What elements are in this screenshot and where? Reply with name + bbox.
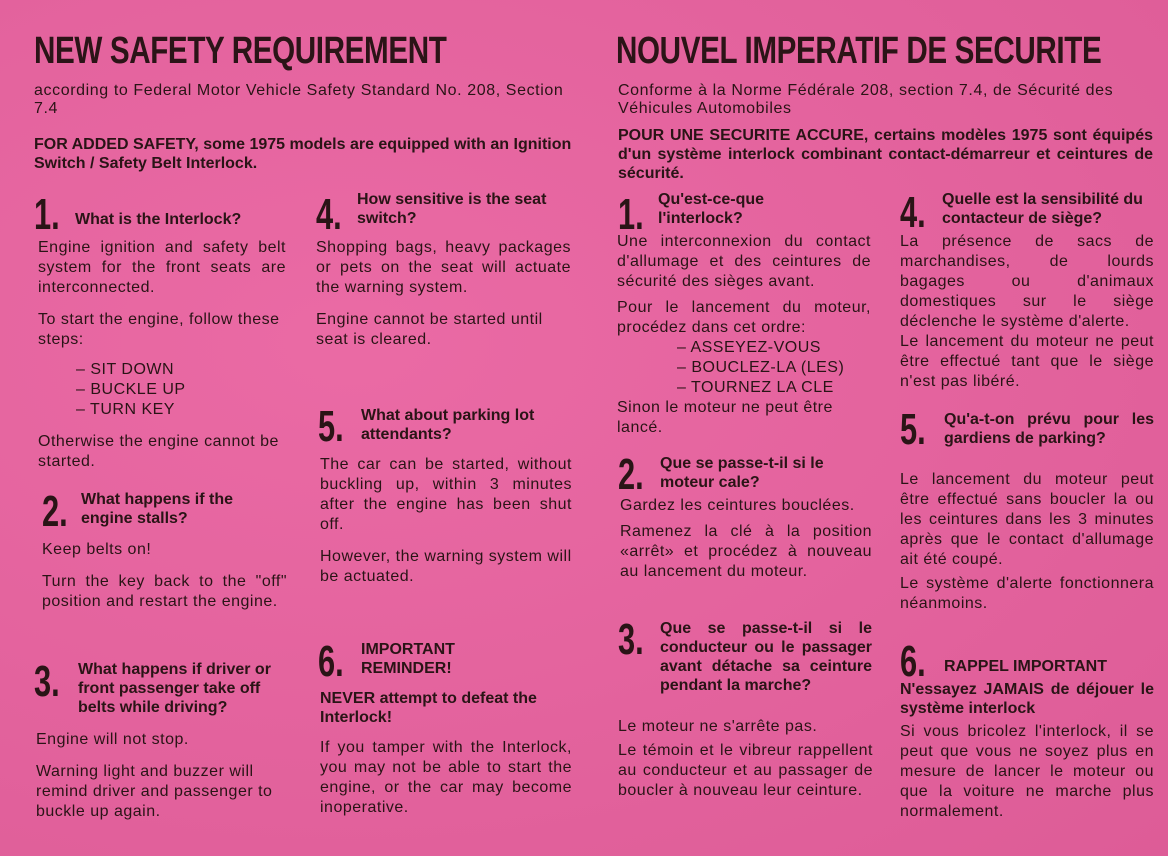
fr-section-2-para-2: Ramenez la clé à la position «arrêt» et procédez à nouveau au lancement du moteur. [620, 523, 872, 580]
section-3-para-2: Warning light and buzzer will remind driver and passenger to buckle up again. [36, 763, 273, 820]
intro-rest: some 1975 models are equipped with an Ignition Switch / Safety Belt Interlock. [34, 136, 572, 172]
section-1-para-3: Otherwise the engine cannot be started. [38, 433, 279, 470]
step-item: – SIT DOWN [76, 361, 175, 378]
step-item: – TOURNEZ LA CLE [677, 379, 834, 396]
fr-section-1-number: 1. [618, 190, 644, 239]
section-1-question: What is the Interlock? [75, 211, 242, 228]
french-intro: POUR UNE SECURITE ACCURE, certains modèles 1975 sont équipés d'un système interlock combinant contact-démarreur et ceintures de sécurité. [618, 127, 1153, 182]
section-6-number: 6. [318, 637, 344, 686]
fr-section-5-question: Qu'a-t-on prévu pour les gardiens de parking? [944, 411, 1154, 447]
section-5-number: 5. [318, 402, 344, 451]
fr-section-2-question: Que se passe-t-il si le moteur cale? [660, 455, 824, 491]
step-item: – BUCKLE UP [76, 381, 186, 398]
section-3-para-1: Engine will not stop. [36, 731, 189, 748]
english-subtitle: according to Federal Motor Vehicle Safety Standard No. 208, Section 7.4 [34, 82, 564, 117]
section-5-body [320, 455, 572, 587]
fr-section-3-para-1: Le moteur ne s'arrête pas. [618, 718, 818, 735]
section-2-para-2: Turn the key back to the "off" position and restart the engine. [42, 573, 287, 610]
section-5-para-1: The car can be started, without buckling up, within 3 minutes after the engine has been shut off. [320, 456, 572, 533]
french-subtitle: Conforme à la Norme Fédérale 208, section 7.4, de Sécurité des Véhicules Automobiles [618, 82, 1114, 117]
english-title: NEW SAFETY REQUIREMENT [34, 30, 447, 72]
fr-section-1-para-1: Une interconnexion du contact d'allumage et des ceintures de sécurité des sièges avant. [617, 233, 871, 290]
fr-section-5-para-1: Le lancement du moteur peut être effectué sans boucler la ou les ceintures dans les 3 minutes après que le contact d'allumage ait été coupé. [900, 471, 1154, 568]
fr-section-6-warning: N'essayez JAMAIS de déjouer le système interlock [900, 681, 1154, 717]
fr-section-1-steps [677, 338, 871, 398]
section-4-para-1: Shopping bags, heavy packages or pets on the seat will actuate the warning system. [316, 239, 571, 296]
section-4-number: 4. [316, 190, 342, 239]
fr-section-4-question: Quelle est la sensibilité du contacteur de siège? [942, 191, 1143, 227]
fr-section-4-para-1: La présence de sacs de marchandises, de lourds bagages ou d'animaux domestiques sur le siège déclenche le système d'alerte. [900, 233, 1154, 330]
fr-section-3-question: Que se passe-t-il si le conducteur ou le passager avant détache sa ceinture pendant la marche? [660, 620, 872, 694]
section-2-para-1: Keep belts on! [42, 541, 152, 558]
fr-section-5-number: 5. [900, 405, 926, 454]
fr-section-1-body [617, 232, 871, 438]
section-1-body [38, 238, 286, 472]
fr-section-3-body [618, 717, 873, 801]
intro-bold: FOR ADDED SAFETY, [34, 136, 199, 153]
fr-section-2-para-1: Gardez les ceintures bouclées. [620, 497, 855, 514]
fr-section-3-number: 3. [618, 615, 644, 664]
fr-section-2-number: 2. [618, 450, 644, 499]
fr-section-2-body [620, 496, 872, 582]
section-4-body [316, 238, 571, 350]
fr-section-6-number: 6. [900, 637, 926, 686]
fr-section-4-number: 4. [900, 188, 926, 237]
section-1-number: 1. [34, 190, 60, 239]
section-4-question: How sensitive is the seat switch? [357, 191, 547, 227]
fr-section-6-para-1: Si vous bricolez l'interlock, il se peut que vous ne soyez plus en mesure de lancer le moteur ou que la voiture ne marche plus normalement. [900, 723, 1154, 820]
section-2-number: 2. [42, 487, 68, 536]
fr-section-3-para-2: Le témoin et le vibreur rappellent au conducteur et au passager de boucler à nouveau leur ceinture. [618, 742, 873, 799]
section-3-body [36, 730, 288, 822]
fr-section-6-question: RAPPEL IMPORTANT [944, 658, 1107, 675]
step-item: – ASSEYEZ-VOUS [677, 339, 821, 356]
fr-section-1-para-3: Sinon le moteur ne peut être lancé. [617, 399, 833, 436]
section-2-question: What happens if the engine stalls? [81, 491, 233, 527]
english-intro [34, 135, 574, 173]
fr-section-4-body [900, 232, 1154, 392]
section-1-para-2: To start the engine, follow these steps: [38, 311, 280, 348]
section-1-para-1: Engine ignition and safety belt system for the front seats are interconnected. [38, 239, 286, 296]
section-5-para-2: However, the warning system will be actuated. [320, 548, 572, 585]
section-1-steps [76, 360, 286, 420]
section-6-para-1: If you tamper with the Interlock, you may not be able to start the engine, or the car may become inoperative. [320, 739, 572, 816]
fr-section-1-para-2: Pour le lancement du moteur, procédez dans cet ordre: [617, 299, 871, 336]
fr-section-5-body [900, 470, 1154, 614]
section-6-question: IMPORTANT REMINDER! [361, 641, 455, 677]
french-title: NOUVEL IMPERATIF DE SECURITE [616, 30, 1102, 72]
section-4-para-2: Engine cannot be started until seat is cleared. [316, 311, 543, 348]
section-6-warning: NEVER attempt to defeat the Interlock! [320, 690, 537, 726]
step-item: – BOUCLEZ-LA (LES) [677, 359, 845, 376]
step-item: – TURN KEY [76, 401, 175, 418]
fr-section-1-question: Qu'est-ce-que l'interlock? [658, 191, 765, 227]
fr-section-4-para-2: Le lancement du moteur ne peut être effectué tant que le siège n'est pas libéré. [900, 333, 1154, 390]
fr-section-5-para-2: Le système d'alerte fonctionnera néanmoins. [900, 575, 1154, 612]
section-3-question: What happens if driver or front passenger take off belts while driving? [78, 661, 271, 716]
section-3-number: 3. [34, 657, 60, 706]
section-5-question: What about parking lot attendants? [361, 407, 535, 443]
section-2-body [42, 540, 287, 612]
